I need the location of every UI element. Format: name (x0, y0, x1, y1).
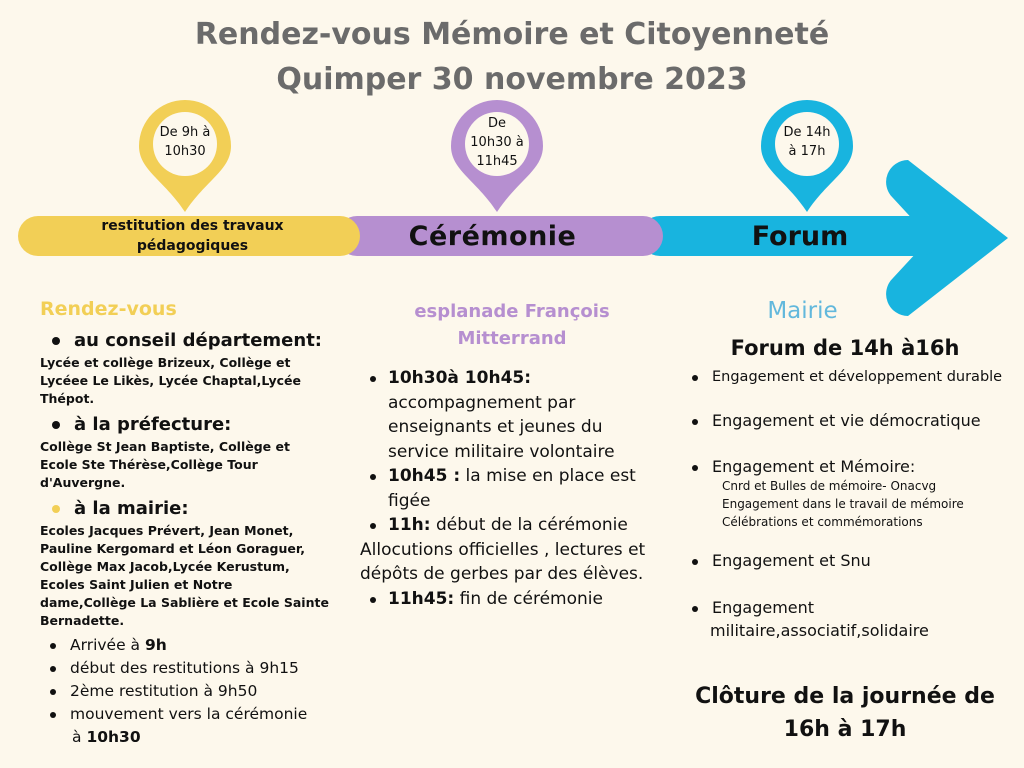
list-item-continuation: militaire,associatif,solidaire (710, 621, 929, 640)
ceremony-schedule (358, 366, 658, 611)
closing-text (690, 680, 1000, 746)
bullet-icon (692, 375, 698, 381)
list-item: 10h45 : la mise en place est figée (358, 464, 658, 513)
pin-time-1-line1: De 9h à (159, 125, 211, 140)
list-item: début des restitutions à 9h15 (48, 657, 307, 680)
bullet-icon (692, 559, 698, 565)
memoire-sub-item: Engagement dans le travail de mémoire (722, 497, 964, 511)
left-heading: Rendez-vous (40, 298, 177, 320)
list-item: Arrivée à 9h (48, 634, 307, 657)
list-item-continuation: Allocutions officielles , lectures et dépôts de gerbes par des élèves. (360, 539, 646, 584)
middle-heading-line2: Mitterrand (457, 328, 567, 349)
list-item: Engagement et développement durable (692, 366, 1002, 388)
pin-time-3 (772, 123, 842, 161)
title-line-1: Rendez-vous Mémoire et Citoyenneté (194, 17, 830, 52)
pin-time-3-line1: De 14h (783, 125, 831, 140)
schools-conseil: Lycée et collège Brizeux, Collège et Lycéee Le Likès, Lycée Chaptal,Lycée Thépot. (40, 355, 302, 406)
list-item: 2ème restitution à 9h50 (48, 680, 307, 703)
pin-time-2-line1: De (487, 116, 506, 131)
right-subheading: Forum de 14h à16h (730, 336, 960, 360)
list-item: Engagement et vie démocratique (692, 410, 981, 432)
list-item: mouvement vers la cérémonie (48, 703, 307, 726)
memoire-sub-item: Célébrations et commémorations (722, 515, 923, 529)
pin-time-1 (150, 123, 220, 161)
middle-heading (372, 298, 652, 352)
middle-heading-line1: esplanade François (414, 301, 610, 322)
schools-mairie: Ecoles Jacques Prévert, Jean Monet, Pauline Kergomard et Léon Goraguer, Collège Max Jacob,Lycée Kerustum, Ecoles Saint Julien et Notre dame,Collège La Sablière et Ecole Sainte Bernadette. (40, 523, 329, 628)
list-item-continuation: à 10h30 (72, 728, 141, 746)
list-item: 11h45: fin de cérémonie (358, 587, 658, 612)
venue-conseil (52, 330, 322, 351)
band-label-ceremonie: Cérémonie (408, 221, 577, 252)
title-line-2: Quimper 30 novembre 2023 (276, 62, 748, 97)
venue-prefecture (52, 414, 231, 435)
bullet-icon (52, 421, 60, 429)
band-label-forum: Forum (751, 221, 849, 252)
bullet-icon (692, 606, 698, 612)
list-item: 11h: début de la cérémonie (358, 513, 658, 538)
right-heading: Mairie (767, 298, 838, 324)
schools-prefecture: Collège St Jean Baptiste, Collège et Ecole Ste Thérèse,Collège Tour d'Auvergne. (40, 439, 290, 490)
closing-line1: Clôture de la journée de (695, 684, 995, 709)
morning-schedule (48, 634, 307, 749)
pin-time-2-line2: 10h30 à (470, 135, 524, 150)
pin-time-1-line2: 10h30 (164, 144, 206, 159)
list-item: Engagement (692, 597, 814, 619)
venue-prefecture-label: à la préfecture: (74, 414, 232, 435)
bullet-icon (52, 337, 60, 345)
venue-mairie-label: à la mairie: (74, 498, 189, 519)
list-item: Engagement et Snu (692, 550, 871, 572)
pin-time-2-line3: 11h45 (476, 154, 518, 169)
band-label-restitution: restitution des travaux pédagogiques (101, 218, 284, 254)
closing-line2: 16h à 17h (783, 717, 907, 742)
list-item: Engagement et Mémoire: (692, 456, 915, 478)
bullet-icon (692, 419, 698, 425)
venue-mairie (52, 498, 189, 519)
list-item: 10h30à 10h45: accompagnement par enseignants et jeunes du service militaire volontaire (358, 366, 658, 464)
pin-time-3-line2: à 17h (788, 144, 826, 159)
bullet-icon (692, 465, 698, 471)
memoire-sub-item: Cnrd et Bulles de mémoire- Onacvg (722, 479, 937, 493)
venue-conseil-label: au conseil département: (74, 330, 323, 351)
bullet-icon (52, 505, 60, 513)
pin-time-2 (462, 114, 532, 171)
